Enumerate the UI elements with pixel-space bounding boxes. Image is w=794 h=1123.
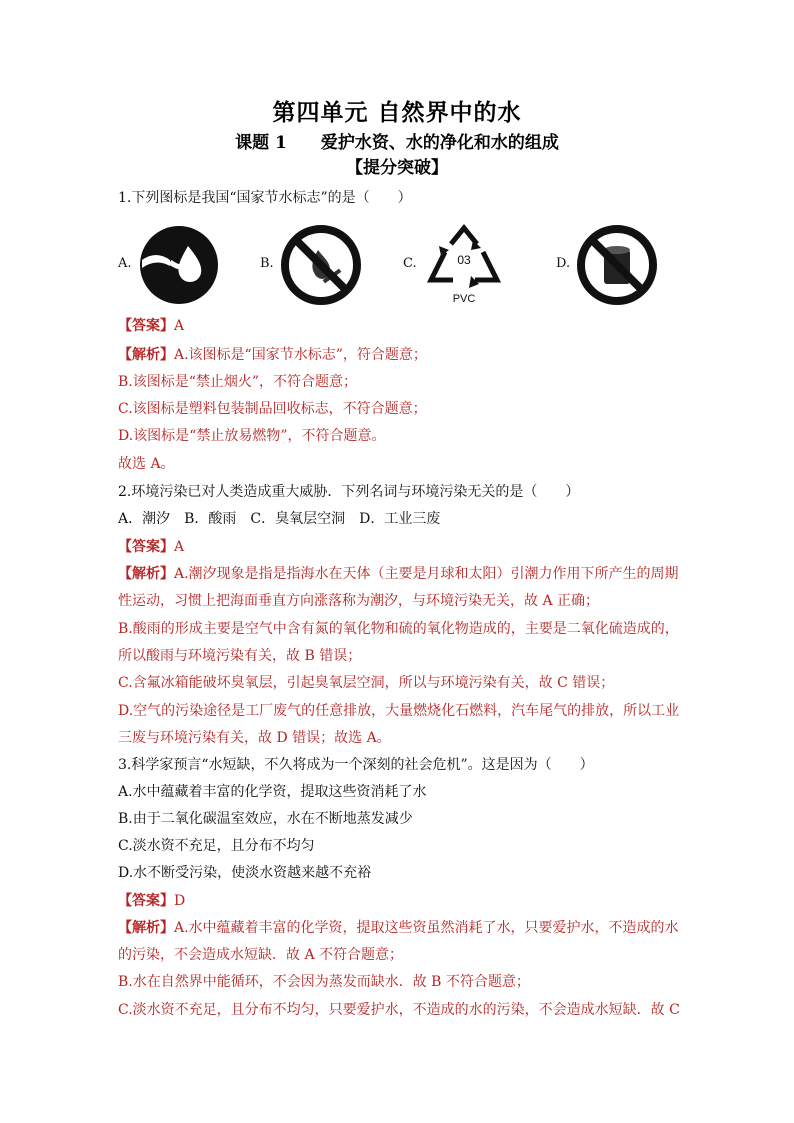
option-a-label: A.: [118, 256, 132, 271]
q2-analysis-line: 所以酸雨与环境污染有关，故 B 错误；: [118, 648, 362, 664]
question-3: 3.科学家预言“水短缺，不久将成为一个深刻的社会危机”。这是因为（ ）: [118, 757, 594, 773]
q3-analysis-line: C.淡水资不充足，且分布不均匀，只要爱护水，不造成的水的污染，不会造成水短缺．故 C: [118, 1002, 680, 1018]
q2-analysis-line: B.酸雨的形成主要是空气中含有氮的氧化物和硫的氧化物造成的，主要是二氧化硫造成的，: [118, 621, 679, 637]
section-title: 【提分突破】: [346, 158, 448, 178]
q2-analysis-line: 【解析】A.潮汐现象是指是指海水在天体（主要是月球和太阳）引潮力作用下所产生的周期: [118, 566, 679, 582]
q1-answer: [118, 316, 184, 336]
q1-analysis-line: B.该图标是“禁止烟火”，不符合题意；: [118, 374, 358, 390]
q3-analysis-line: 的污染，不会造成水短缺．故 A 不符合题意；: [118, 947, 404, 963]
q3-option: B.由于二氧化碳温室效应，水在不断地蒸发减少: [118, 811, 413, 827]
analysis-tag: 【解析】: [118, 920, 174, 936]
q1-analysis-line: 【解析】A.该图标是“国家节水标志”，符合题意；: [118, 347, 427, 363]
unit-title: 第四单元 自然界中的水: [272, 99, 522, 126]
answer-tag: 【答案】: [118, 539, 174, 555]
recycle-code: 03: [457, 253, 471, 267]
answer-tag: 【答案】: [118, 318, 174, 334]
q3-option: A.水中蕴藏着丰富的化学资，提取这些资消耗了水: [118, 784, 427, 800]
q3-answer: [118, 891, 185, 911]
no-fire-icon: [278, 222, 364, 308]
answer-value: A: [174, 539, 185, 555]
q2-analysis-line: 三废与环境污染有关，故 D 错误；故选 A。: [118, 730, 391, 746]
q3-analysis-line: B.水在自然界中能循环，不会因为蒸发而缺水．故 B 不符合题意；: [118, 974, 530, 990]
question-2: 2.环境污染已对人类造成重大威胁．下列名词与环境污染无关的是（ ）: [118, 484, 580, 500]
no-flammable-icon: [574, 222, 660, 308]
q1-analysis-line: C.该图标是塑料包装制品回收标志，不符合题意；: [118, 401, 427, 417]
option-d-label: D.: [556, 256, 571, 271]
q2-answer: [118, 537, 184, 557]
q2-options: A．潮汐 B．酸雨 C．臭氧层空洞 D．工业三废: [118, 511, 441, 527]
recycle-pvc-icon: [421, 222, 507, 308]
answer-tag: 【答案】: [118, 893, 174, 909]
q3-option: D.水不断受污染，使淡水资越来越不充裕: [118, 865, 372, 881]
q1-conclusion: 故选 A。: [118, 456, 175, 472]
q3-analysis-line: 【解析】A.水中蕴藏着丰富的化学资，提取这些资虽然消耗了水，只要爱护水，不造成的水: [118, 920, 679, 936]
water-saving-icon: [136, 222, 222, 308]
q2-analysis-line: C.含氟冰箱能破坏臭氧层，引起臭氧层空洞，所以与环境污染有关，故 C 错误；: [118, 675, 615, 691]
option-c-label: C.: [403, 256, 417, 271]
q1-analysis-line: D.该图标是“禁止放易燃物”，不符合题意。: [118, 428, 386, 444]
q3-option: C.淡水资不充足，且分布不均匀: [118, 838, 315, 854]
q2-analysis-line: 性运动，习惯上把海面垂直方向涨落称为潮汐，与环境污染无关，故 A 正确；: [118, 593, 600, 609]
analysis-tag: 【解析】: [118, 347, 174, 363]
answer-value: D: [174, 893, 186, 909]
option-b-label: B.: [260, 256, 274, 271]
pvc-label: PVC: [452, 293, 476, 305]
analysis-tag: 【解析】: [118, 566, 174, 582]
answer-value: A: [174, 318, 185, 334]
question-1: 1.下列图标是我国“国家节水标志”的是（ ）: [118, 190, 412, 206]
lesson-title: 课题 1 爱护水资、水的净化和水的组成: [235, 133, 559, 153]
q2-analysis-line: D.空气的污染途径是工厂废气的任意排放，大量燃烧化石燃料，汽车尾气的排放，所以工业: [118, 703, 680, 719]
